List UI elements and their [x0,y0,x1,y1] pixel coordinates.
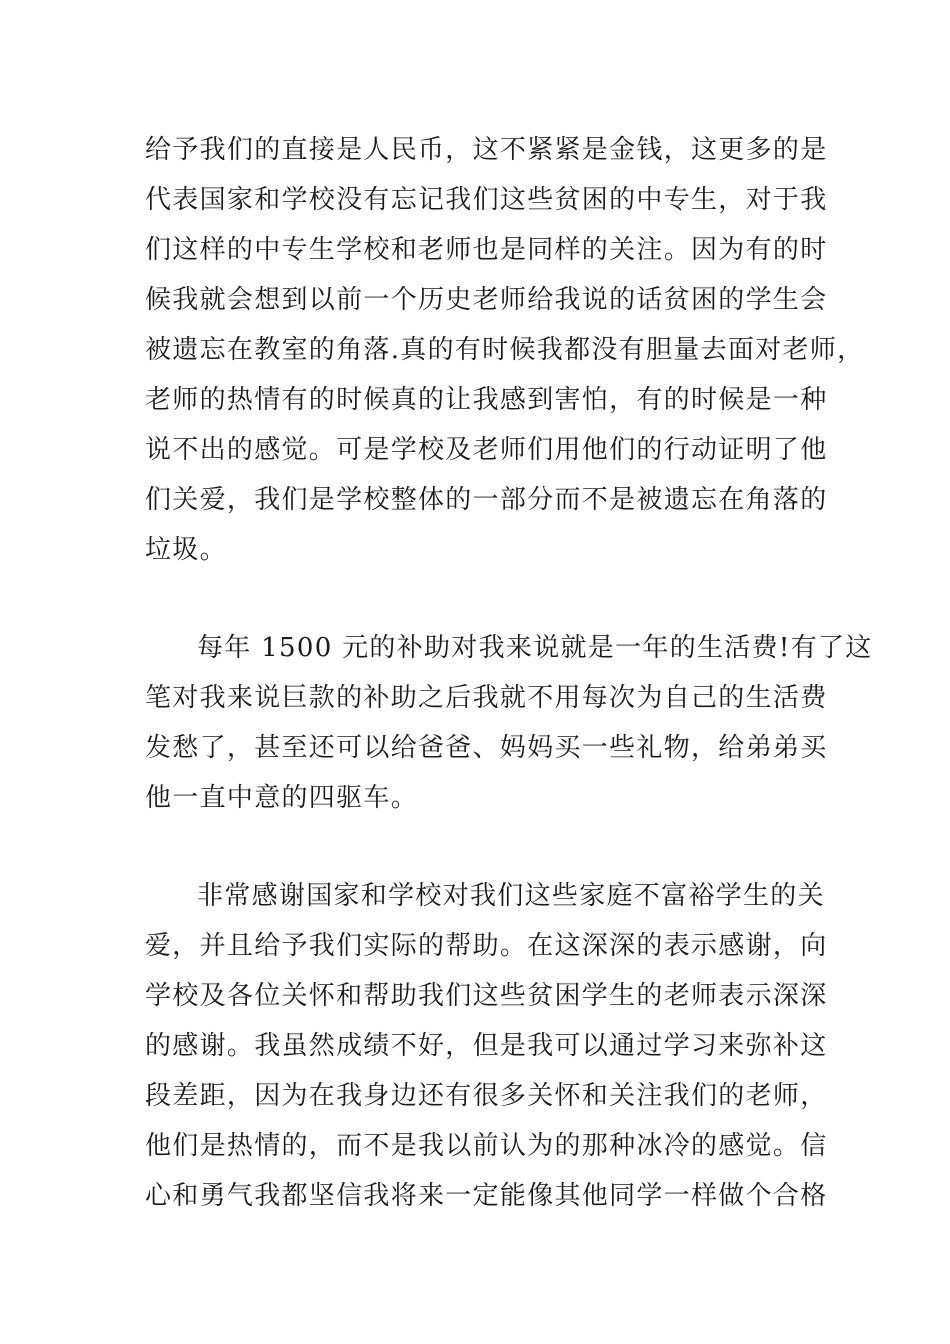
paragraph-1-line-5: 被遗忘在教室的角落.真的有时候我都没有胆量去面对老师， [145,335,865,365]
paragraph-3-line-3: 学校及各位关怀和帮助我们这些贫困学生的老师表示深深 [145,981,828,1011]
paragraph-3-line-7: 心和勇气我都坚信我将来一定能像其他同学一样做个合格 [145,1181,828,1211]
paragraph-3-line-4: 的感谢。我虽然成绩不好，但是我可以通过学习来弥补这 [145,1031,828,1061]
paragraph-2-line-3: 发愁了，甚至还可以给爸爸、妈妈买一些礼物，给弟弟买 [145,733,828,763]
paragraph-3-line-5: 段差距，因为在我身边还有很多关怀和关注我们的老师， [145,1081,828,1111]
paragraph-2-line-4: 他一直中意的四驱车。 [145,783,419,813]
paragraph-2-line-2: 笔对我来说巨款的补助之后我就不用每次为自己的生活费 [145,683,828,713]
paragraph-1-line-7: 说不出的感觉。可是学校及老师们用他们的行动证明了他 [145,435,828,465]
paragraph-1-line-9: 垃圾。 [145,535,227,565]
paragraph-1-line-3: 们这样的中专生学校和老师也是同样的关注。因为有的时 [145,235,828,265]
paragraph-1-line-1: 给予我们的直接是人民币，这不紧紧是金钱，这更多的是 [145,135,828,165]
paragraph-3-line-6: 他们是热情的，而不是我以前认为的那种冰冷的感觉。信 [145,1131,828,1161]
paragraph-1-line-2: 代表国家和学校没有忘记我们这些贫困的中专生，对于我 [145,185,828,215]
paragraph-3-line-1: 非常感谢国家和学校对我们这些家庭不富裕学生的关 [197,881,825,911]
paragraph-3-line-2: 爱，并且给予我们实际的帮助。在这深深的表示感谢，向 [145,931,828,961]
paragraph-1-line-8: 们关爱，我们是学校整体的一部分而不是被遗忘在角落的 [145,485,828,515]
paragraph-1-line-6: 老师的热情有的时候真的让我感到害怕，有的时候是一种 [145,385,828,415]
paragraph-2-line-1: 每年 1500 元的补助对我来说就是一年的生活费!有了这 [197,633,873,663]
paragraph-1-line-4: 候我就会想到以前一个历史老师给我说的话贫困的学生会 [145,285,828,315]
